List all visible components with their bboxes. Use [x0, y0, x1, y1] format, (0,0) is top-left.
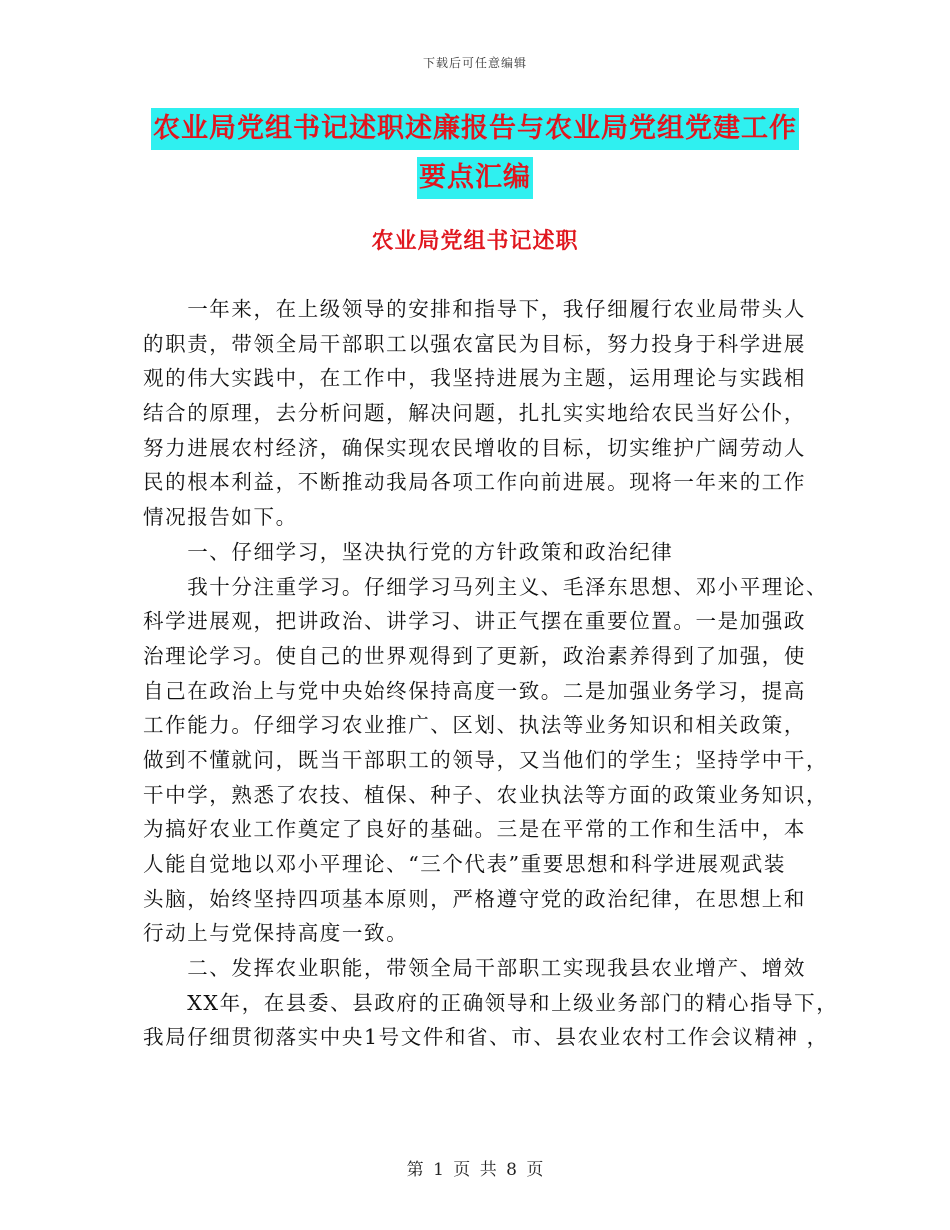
text-line: 努力进展农村经济，确保实现农民增收的目标，切实维护广阔劳动人 [143, 435, 806, 460]
body-text [143, 292, 839, 1055]
text-line: XX年，在县委、县政府的正确领导和上级业务部门的精心指导下， [143, 990, 839, 1015]
text-line: 行动上与党保持高度一致。 [143, 921, 409, 946]
text-line: 民的根本利益，不断推动我局各项工作向前进展。现将一年来的工作 [143, 470, 806, 495]
section-heading-1: 一、仔细学习，坚决执行党的方针政策和政治纪律 [143, 539, 674, 564]
page-footer: 第 1 页 共 8 页 [406, 1160, 544, 1180]
title-line-2: 要点汇编 [417, 157, 533, 199]
text-line: 为搞好农业工作奠定了良好的基础。三是在平常的工作和生活中，本 [143, 817, 806, 842]
text-line: 的职责，带领全局干部职工以强农富民为目标，努力投身于科学进展 [143, 331, 806, 356]
text-line: 人能自觉地以邓小平理论、“三个代表”重要思想和科学进展观武装 [143, 852, 786, 876]
text-line: 治理论学习。使自己的世界观得到了更新，政治素养得到了加强，使 [143, 643, 806, 668]
text-line: 观的伟大实践中，在工作中，我坚持进展为主题，运用理论与实践相 [143, 366, 806, 391]
section-subtitle: 农业局党组书记述职 [371, 228, 579, 254]
text-line: 科学进展观，把讲政治、讲学习、讲正气摆在重要位置。一是加强政 [143, 609, 806, 634]
text-line: 自己在政治上与党中央始终保持高度一致。二是加强业务学习，提高 [143, 678, 806, 703]
title-line-1: 农业局党组书记述职述廉报告与农业局党组党建工作 [151, 108, 799, 150]
section-heading-2: 二、发挥农业职能，带领全局干部职工实现我县农业增产、增效 [143, 956, 806, 981]
text-line: 我十分注重学习。仔细学习马列主义、毛泽东思想、邓小平理论、 [143, 574, 829, 599]
text-line: 我局仔细贯彻落实中央1号文件和省、市、县农业农村工作会议精神 ， [143, 1025, 829, 1050]
text-line: 结合的原理，去分析问题，解决问题，扎扎实实地给农民当好公仆， [143, 401, 806, 426]
text-line: 头脑，始终坚持四项基本原则，严格遵守党的政治纪律，在思想上和 [143, 886, 806, 911]
text-line: 做到不懂就问，既当干部职工的领导，又当他们的学生；坚持学中干， [143, 747, 829, 772]
text-line: 干中学，熟悉了农技、植保、种子、农业执法等方面的政策业务知识， [143, 782, 829, 807]
text-line: 一年来，在上级领导的安排和指导下，我仔细履行农业局带头人 [143, 297, 806, 321]
text-line: 情况报告如下。 [143, 505, 298, 530]
document-title [0, 108, 950, 199]
text-line: 工作能力。仔细学习农业推广、区划、执法等业务知识和相关政策， [143, 713, 806, 738]
header-note: 下载后可任意编辑 [422, 56, 527, 70]
